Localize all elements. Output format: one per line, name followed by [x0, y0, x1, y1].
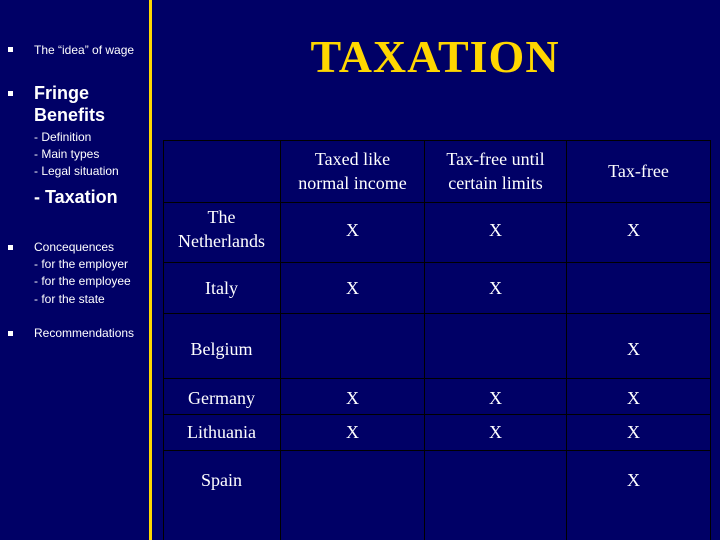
cell-limits: X	[489, 422, 502, 442]
sidebar-subitem: - for the state	[34, 292, 105, 306]
bullet-icon	[8, 47, 13, 52]
cell-free: X	[627, 220, 640, 240]
bullet-icon	[8, 331, 13, 336]
divider-line	[149, 0, 152, 540]
slide-title: TAXATION	[310, 31, 560, 82]
sidebar-subitem: - for the employee	[34, 274, 131, 288]
grid-hline	[163, 450, 711, 451]
cell-free: X	[627, 470, 640, 490]
row-country	[163, 337, 280, 361]
cell-taxed: X	[346, 388, 359, 408]
country-line: Netherlands	[178, 231, 265, 251]
country-line: Lithuania	[187, 422, 256, 442]
header-tax-free-limits	[425, 147, 566, 195]
country-line: The	[207, 207, 236, 227]
grid-vline	[280, 140, 281, 540]
grid-hline	[163, 202, 711, 203]
country-line: Belgium	[190, 339, 253, 359]
header-line: Tax-free	[608, 161, 669, 181]
grid-vline	[710, 140, 711, 540]
cell-taxed: X	[346, 422, 359, 442]
cell-limits: X	[489, 278, 502, 298]
grid-hline	[163, 262, 711, 263]
grid-hline	[163, 414, 711, 415]
row-country	[163, 386, 280, 410]
sidebar-item-consequences: Concequences	[34, 240, 115, 254]
row-country	[163, 276, 280, 300]
grid-hline	[163, 140, 711, 141]
header-taxed-normal	[281, 147, 424, 195]
grid-vline	[424, 140, 425, 540]
grid-hline	[163, 313, 711, 314]
header-line: Taxed like	[314, 149, 391, 169]
cell-taxed: X	[346, 278, 359, 298]
grid-hline	[163, 378, 711, 379]
sidebar-subitem: - for the employer	[34, 257, 129, 271]
country-line: Spain	[200, 470, 242, 490]
bullet-icon	[8, 245, 13, 250]
header-line: Tax-free until	[446, 149, 545, 169]
cell-free: X	[627, 422, 640, 442]
cell-free: X	[627, 388, 640, 408]
sidebar-item-idea-of-wage: The “idea” of wage	[34, 43, 135, 57]
header-line: certain limits	[448, 173, 543, 193]
sidebar-item-fringe: Fringe	[34, 83, 90, 103]
header-tax-free	[567, 159, 710, 183]
cell-limits: X	[489, 388, 502, 408]
sidebar-subitem: - Definition	[34, 130, 92, 144]
country-line: Germany	[188, 388, 255, 408]
sidebar-item-recommendations: Recommendations	[34, 326, 135, 340]
cell-limits: X	[489, 220, 502, 240]
sidebar-subitem: - Legal situation	[34, 164, 119, 178]
sidebar-item-taxation: - Taxation	[34, 187, 118, 207]
sidebar-item-benefits: Benefits	[34, 105, 106, 125]
header-line: normal income	[298, 173, 407, 193]
sidebar-subitem: - Main types	[34, 147, 100, 161]
country-line: Italy	[205, 278, 238, 298]
row-country	[163, 420, 280, 444]
cell-free: X	[627, 339, 640, 359]
bullet-icon	[8, 91, 13, 96]
cell-taxed: X	[346, 220, 359, 240]
row-country	[163, 468, 280, 492]
row-country	[163, 205, 280, 253]
